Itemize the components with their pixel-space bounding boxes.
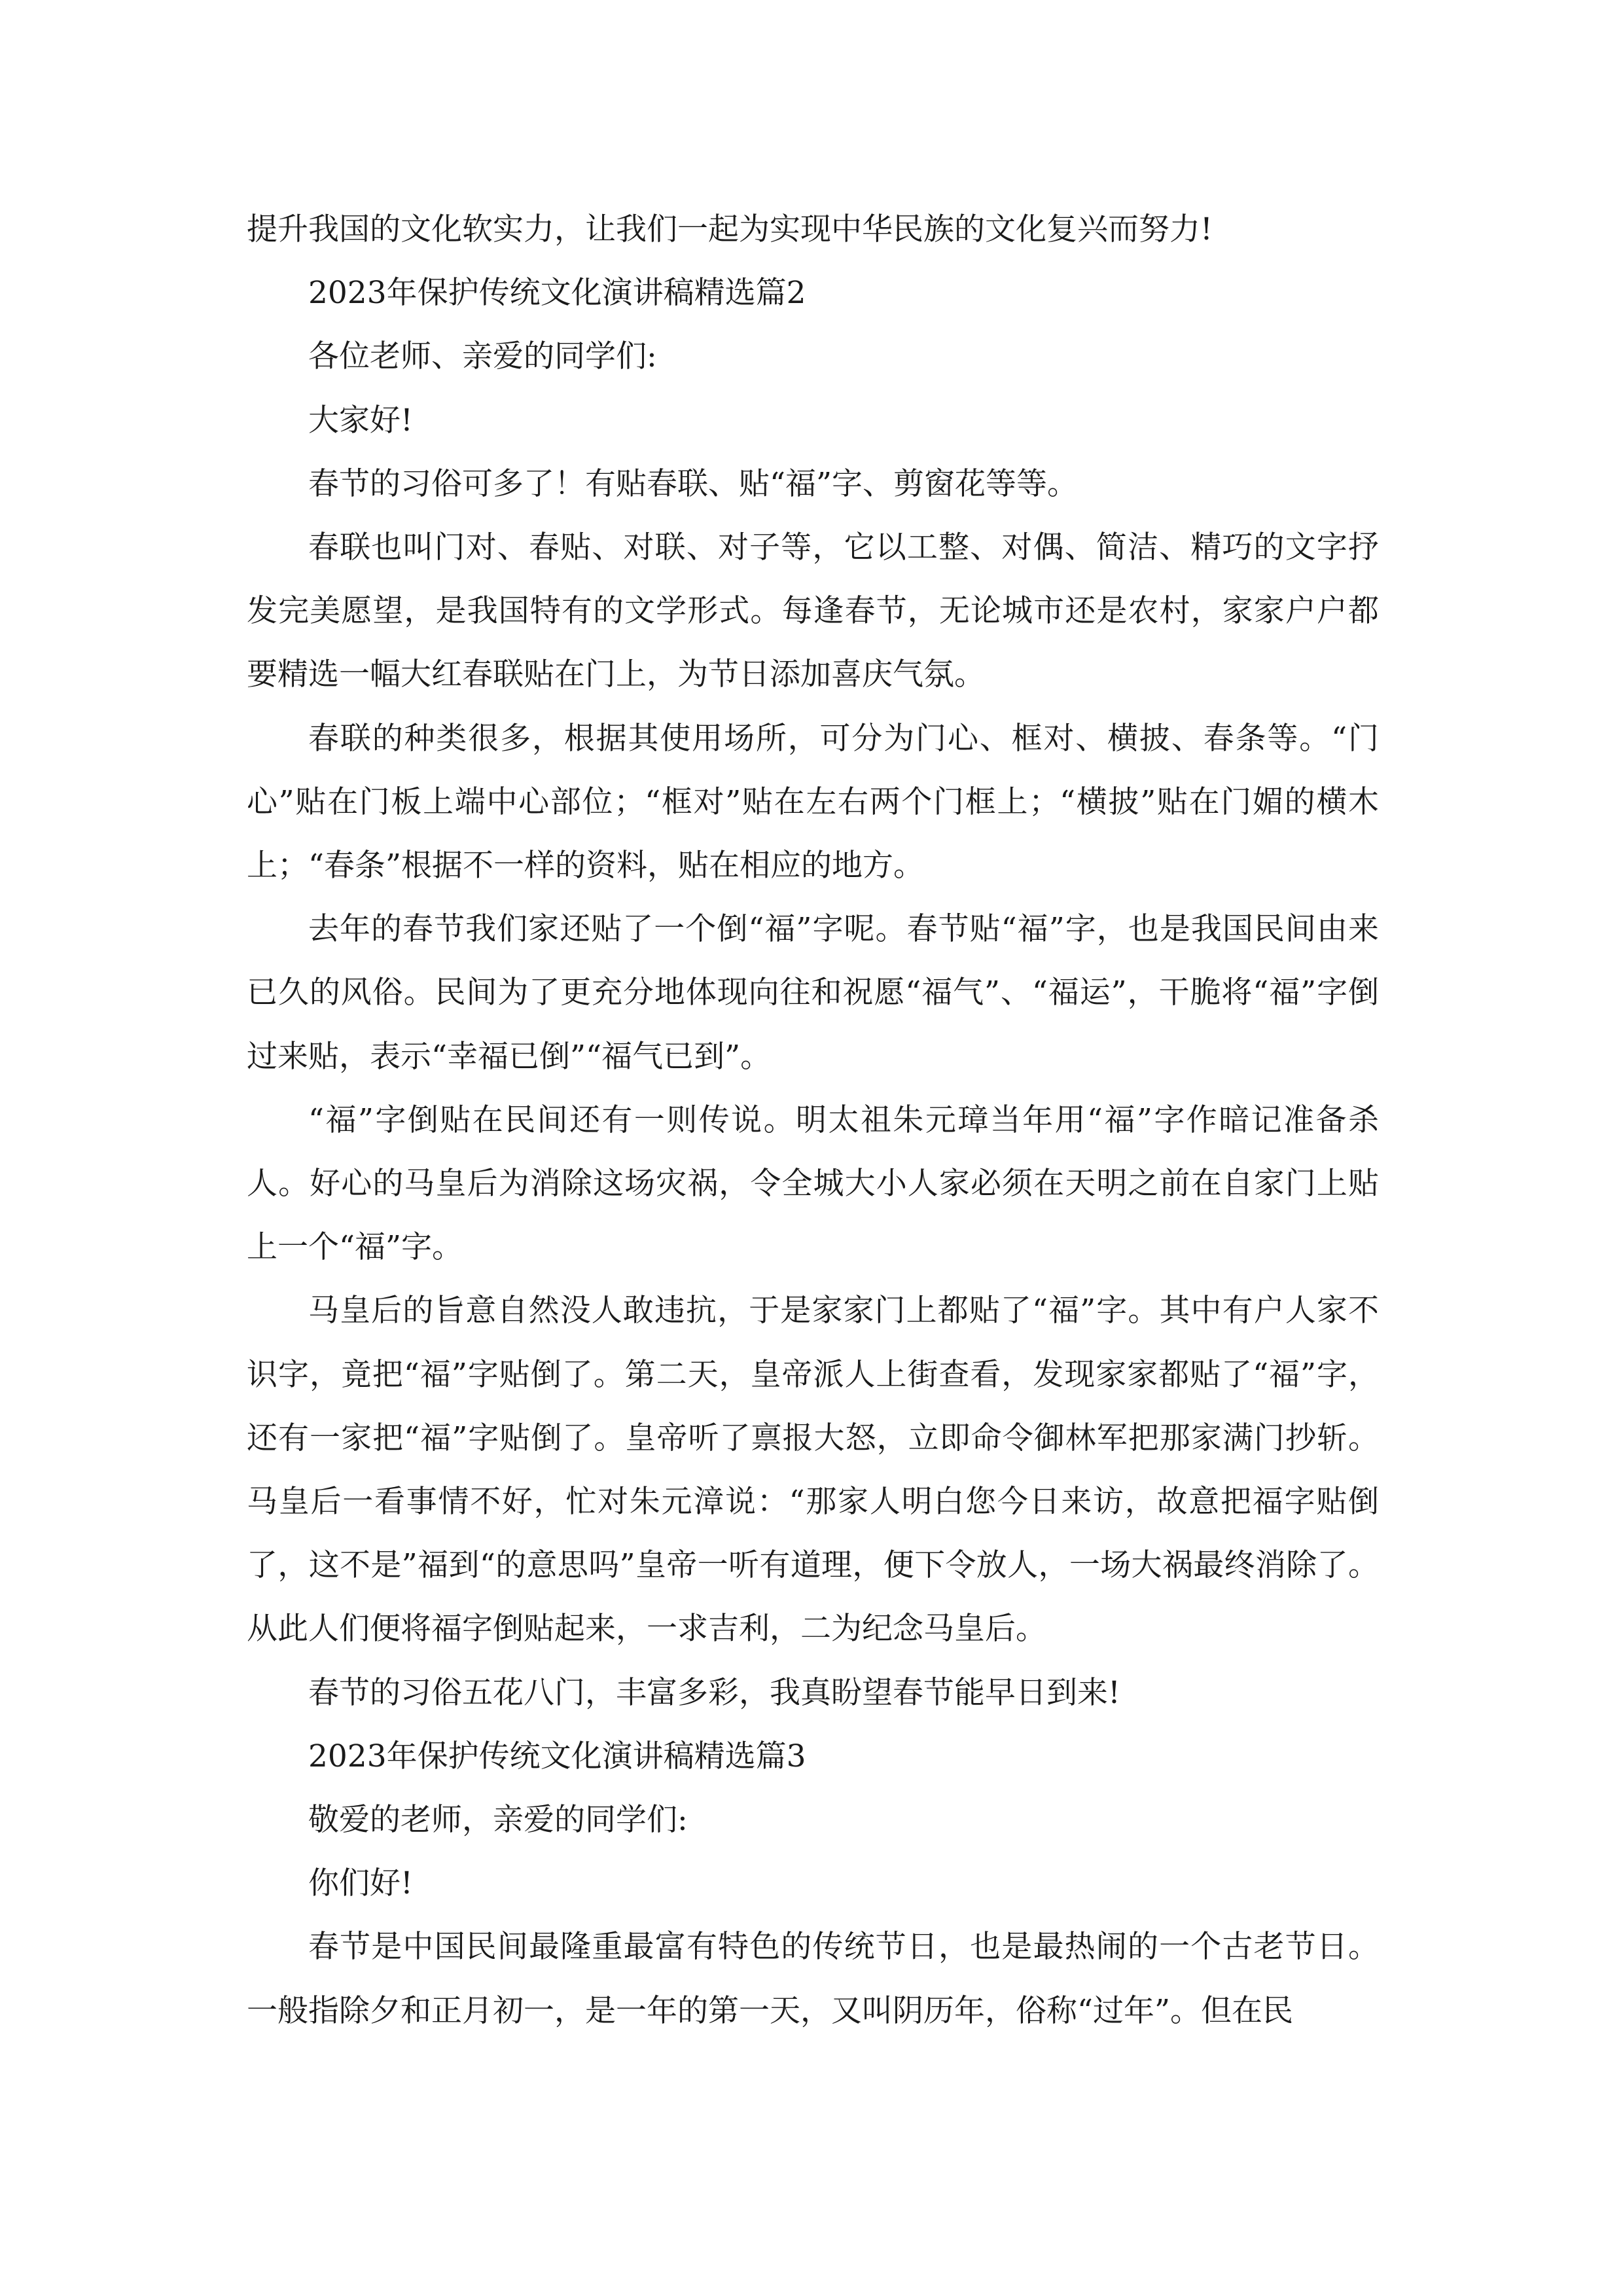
greeting: 大家好! bbox=[308, 402, 413, 439]
document-body bbox=[247, 198, 1379, 2043]
paragraph: 春联的种类很多，根据其使用场所，可分为门心、框对、横披、春条等。“门心”贴在门板上端中心部位；“框对”贴在左右两个门框上；“横披”贴在门媚的横木上；“春条”根据不一样的资料，贴在相应的地方。 bbox=[247, 720, 1379, 884]
salutation: 敬爱的老师，亲爱的同学们: bbox=[308, 1802, 688, 1839]
section-heading-3: 2023年保护传统文化演讲稿精选篇3 bbox=[308, 1738, 806, 1774]
paragraph: 春节是中国民间最隆重最富有特色的传统节日，也是最热闹的一个古老节日。一般指除夕和正月初一，是一年的第一天，又叫阴历年，俗称“过年”。但在民 bbox=[247, 1929, 1379, 2029]
salutation: 各位老师、亲爱的同学们: bbox=[308, 338, 657, 375]
paragraph: 去年的春节我们家还贴了一个倒“福”字呢。春节贴“福”字，也是我国民间由来已久的风俗。民间为了更充分地体现向往和祝愿“福气”、“福运”，干脆将“福”字倒过来贴，表示“幸福已倒”“福气已到”。 bbox=[247, 911, 1379, 1075]
paragraph: “福”字倒贴在民间还有一则传说。明太祖朱元璋当年用“福”字作暗记准备杀人。好心的马皇后为消除这场灾祸，令全城大小人家必须在天明之前在自家门上贴上一个“福”字。 bbox=[247, 1102, 1379, 1266]
section-heading-2: 2023年保护传统文化演讲稿精选篇2 bbox=[308, 275, 806, 312]
paragraph: 春联也叫门对、春贴、对联、对子等，它以工整、对偶、简洁、精巧的文字抒发完美愿望，是我国特有的文学形式。每逢春节，无论城市还是农村，家家户户都要精选一幅大红春联贴在门上，为节日添加喜庆气氛。 bbox=[247, 529, 1379, 693]
paragraph: 春节的习俗可多了！有贴春联、贴“福”字、剪窗花等等。 bbox=[308, 465, 1079, 502]
paragraph: 马皇后的旨意自然没人敢违抗，于是家家门上都贴了“福”字。其中有户人家不识字，竟把“福”字贴倒了。第二天，皇帝派人上街查看，发现家家都贴了“福”字，还有一家把“福”字贴倒了。皇帝听了禀报大怒，立即命令御林军把那家满门抄斩。马皇后一看事情不好，忙对朱元漳说：“那家人明白您今日来访，故意把福字贴倒了，这不是”福到“的意思吗”皇帝一听有道理，便下令放人，一场大祸最终消除了。从此人们便将福字倒贴起来，一求吉利，二为纪念马皇后。 bbox=[247, 1293, 1379, 1647]
paragraph: 春节的习俗五花八门，丰富多彩，我真盼望春节能早日到来! bbox=[308, 1674, 1120, 1711]
greeting: 你们好! bbox=[308, 1865, 413, 1902]
paragraph-continuation: 提升我国的文化软实力，让我们一起为实现中华民族的文化复兴而努力! bbox=[247, 211, 1213, 247]
